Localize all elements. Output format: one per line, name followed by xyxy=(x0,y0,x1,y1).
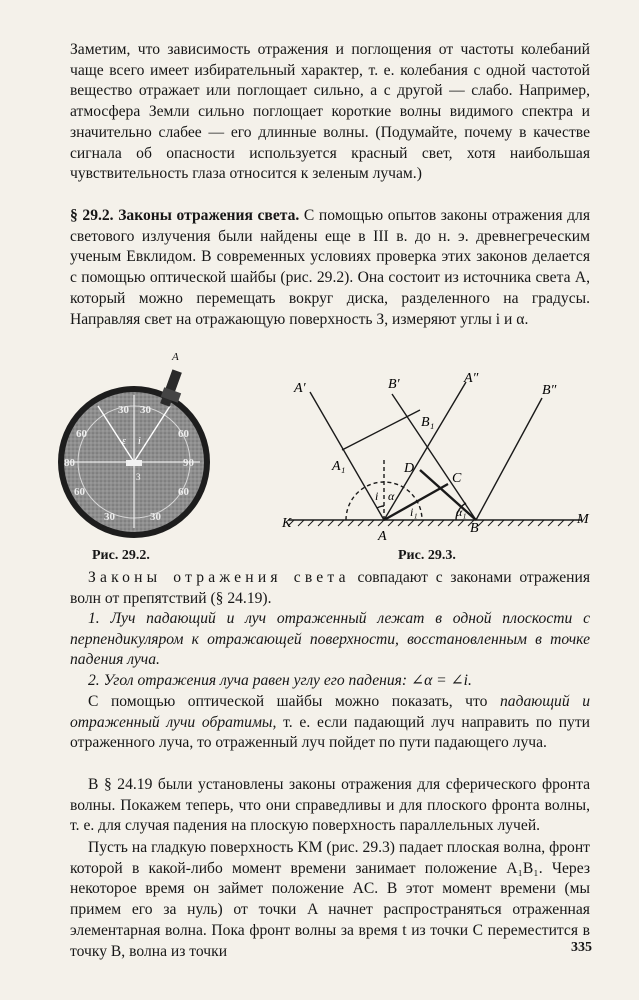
incident-ray-b xyxy=(392,394,476,520)
label-a-prime: A′ xyxy=(294,381,306,396)
label-angle-alpha1: α₁ xyxy=(456,505,467,519)
reversibility-italic: падающий и отраженный лучи обратимы, xyxy=(70,693,591,731)
angle-arc-i xyxy=(377,506,384,508)
figure-29-3-plane-wave-reflection xyxy=(280,370,600,550)
figure-29-2-optical-washer xyxy=(40,340,240,540)
figure-29-3-caption: Рис. 29.3. xyxy=(398,548,456,563)
scale-label-60-lower-left: 60 xyxy=(74,486,85,498)
paragraph-absorption-text: Заметим, что зависимость отражения и поглощения от частоты колебаний чаще всего имеет избирательный характер, т. е. колебания с одной частотой вещество отражает или поглощает сильно, а с другой — слабо. Например, атмосфера Земли сильно поглощает короткие волны видимого спектра и значительно слабее — его длинные волны. (Подумайте, почему в качестве сигнала об опасности используется красный свет, хотя наибольшая чувствительность глаза относится к зеленым лучам.) xyxy=(70,41,590,183)
laws-intro-rest: совпадают с законами отражения волн от препятствий (§ 24.19). xyxy=(70,569,590,607)
label-b: B xyxy=(470,521,479,536)
section-number: § 29.2. xyxy=(70,207,114,224)
paragraph-plane-wave: Пусть на гладкую поверхность KM (рис. 29.3) падает плоская волна, фронт которой в какой-либо момент времени занимает положение A₁B₁. Через некоторое время он займет положение AC. В этот момент времени (мы примем его за нуль) от точки A начнет распространяться отраженная элементарная волна. Пока фронт волны за время t из точки C переместится в точку B, волна из точки xyxy=(70,839,590,960)
scale-label-30-left: 30 xyxy=(118,404,129,416)
label-d: D xyxy=(404,461,415,476)
paragraph-spherical-front: В § 24.19 были установлены законы отражения для сферического фронта волны. Покажем теперь, что они справедливы и для плоского фронта волны, т. е. для случая падения на плоскую поверхность параллельных лучей. xyxy=(70,776,590,835)
label-angle-i1: i₁ xyxy=(410,505,418,519)
scale-label-60-lower-right: 60 xyxy=(178,486,189,498)
washer-mirror xyxy=(126,460,142,466)
label-angle-alpha: α xyxy=(388,489,395,503)
scale-label-80-left: 80 xyxy=(64,457,75,469)
washer-mirror-label: 3 xyxy=(136,472,141,482)
washer-light-source xyxy=(160,351,182,407)
reversibility-text-end: т. е. если падающий луч направить по пути отраженного луча, то отраженный луч пойдет по пути падающего луча. xyxy=(70,713,591,752)
paragraph-laws-intro xyxy=(70,568,590,609)
paragraph-absorption xyxy=(70,40,590,185)
reversibility-text-start: С помощью оптической шайбы можно показать, что xyxy=(88,693,488,710)
label-a-double-prime: A″ xyxy=(464,371,479,386)
law-1: 1. Луч падающий и луч отраженный лежат в одной плоскости с перпендикуляром к отражающей поверхности, восстановленным в точке падения луча. xyxy=(70,610,590,669)
label-b-double-prime: B″ xyxy=(542,383,557,398)
label-b1: B₁ xyxy=(421,415,435,430)
front-a1b1 xyxy=(342,410,420,450)
figure-29-2-caption: Рис. 29.2. xyxy=(92,548,150,563)
washer-i-label: i xyxy=(138,436,141,447)
scale-label-60-upper-left: 60 xyxy=(76,428,87,440)
washer-source-label: A xyxy=(172,351,179,363)
label-a1: A₁ xyxy=(332,459,346,474)
paragraph-reversibility xyxy=(70,692,590,754)
section-29-2 xyxy=(70,206,590,330)
scale-label-90-right: 90 xyxy=(183,457,194,469)
scale-label-30-lower-left: 30 xyxy=(104,511,115,523)
label-angle-i: i xyxy=(375,489,379,503)
laws-intro-spaced: Законы отражения света xyxy=(88,569,350,586)
section-text: С помощью опытов законы отражения для светового излучения были найдены еще в III в. до н. э. древнегреческим ученым Евклидом. В современных условиях проверка этих законов делается с помощью оптической шайбы (рис. 29.2). Она состоит из источника света A, который можно перемещать вокруг диска, разделенного на градусы. Направляя свет на отражающую поверхность З, измеряют углы i и α. xyxy=(70,207,591,328)
label-m: M xyxy=(577,512,589,527)
washer-epsilon-label: ε xyxy=(122,436,126,447)
scale-label-30-lower-right: 30 xyxy=(150,511,161,523)
incident-ray-a xyxy=(310,392,384,520)
section-title: Законы отражения света. xyxy=(118,207,300,224)
scale-label-60-upper-right: 60 xyxy=(178,428,189,440)
page-number: 335 xyxy=(571,940,592,955)
label-a: A xyxy=(378,529,387,544)
label-c: C xyxy=(452,471,462,486)
label-k: K xyxy=(282,516,292,531)
law-2: 2. Угол отражения луча равен углу его падения: ∠α = ∠i. xyxy=(88,672,472,689)
scale-label-30-right: 30 xyxy=(140,404,151,416)
reflected-ray-b xyxy=(476,398,542,520)
label-b-prime: B′ xyxy=(388,377,400,392)
surface-hatching xyxy=(288,520,574,526)
